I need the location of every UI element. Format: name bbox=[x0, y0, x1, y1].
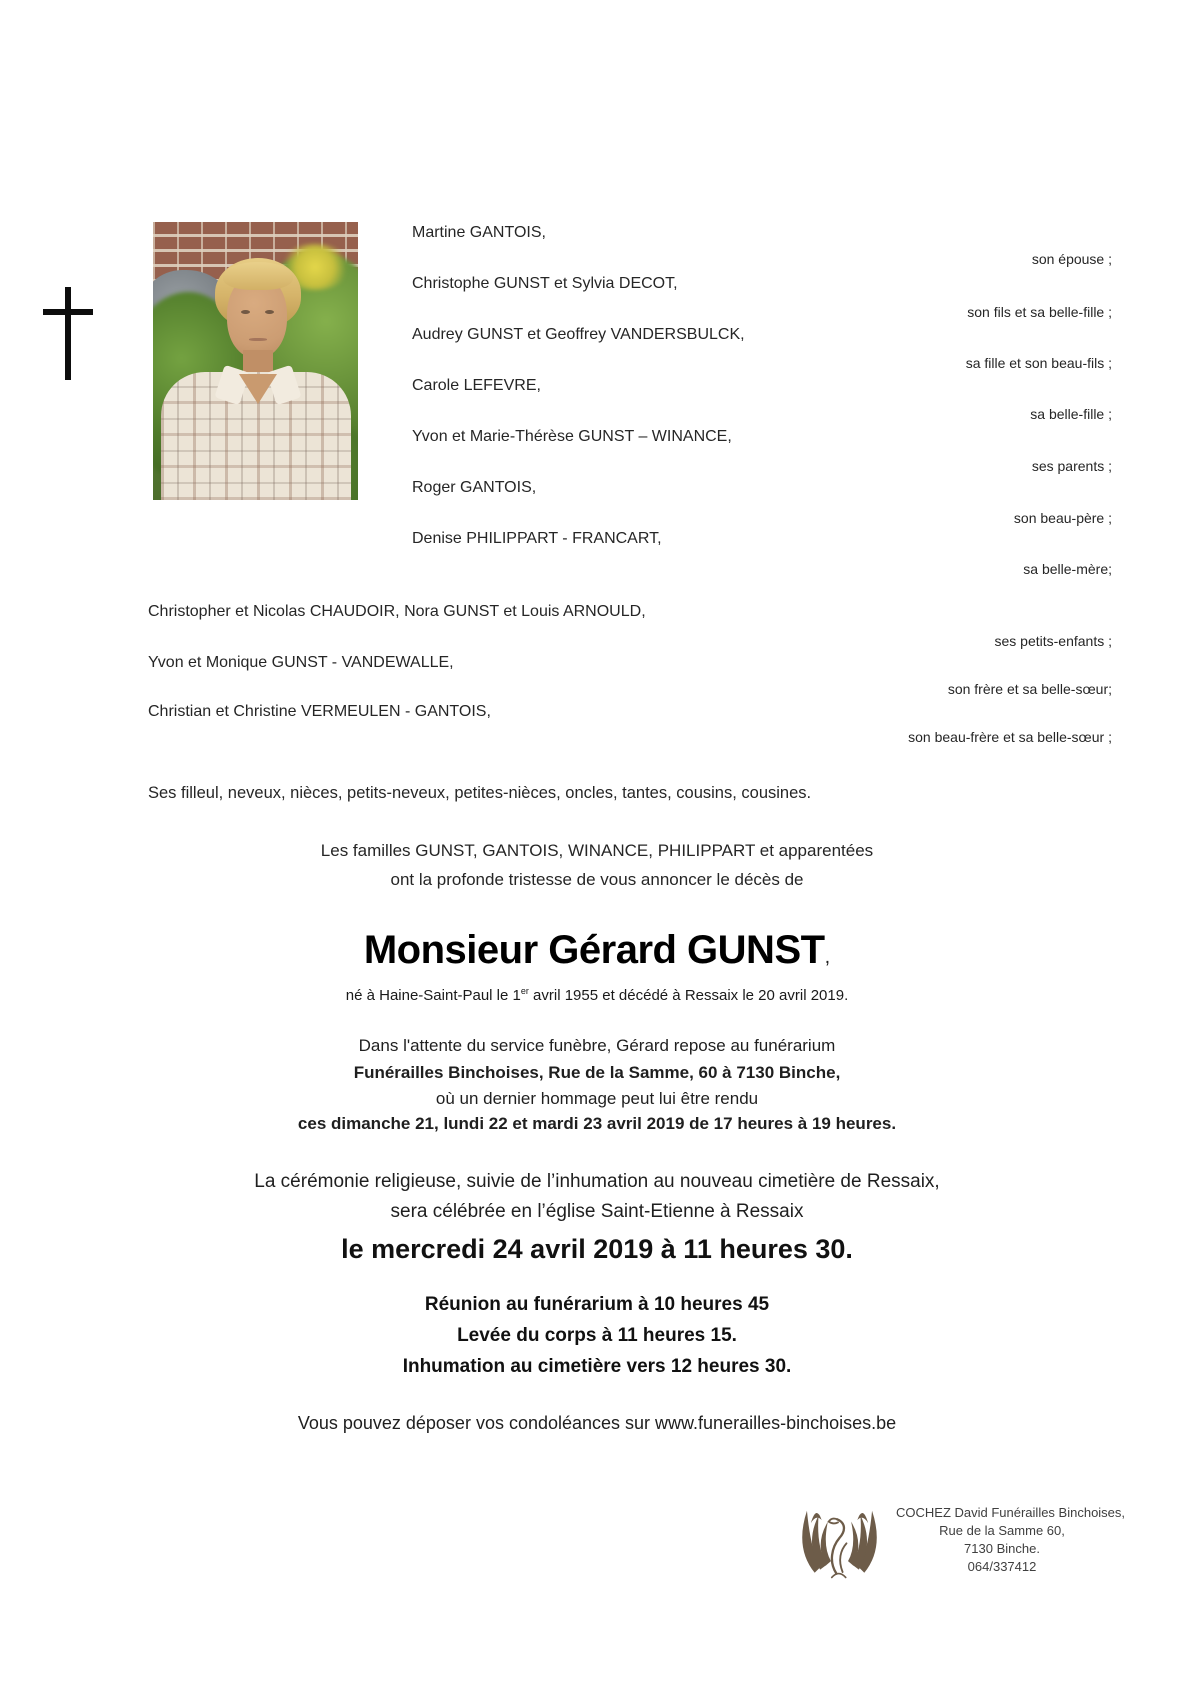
logo-right-wing bbox=[848, 1511, 877, 1573]
mourner-relation: son beau-père ; bbox=[1013, 510, 1112, 526]
mourner-name: Audrey GUNST et Geoffrey VANDERSBULCK, bbox=[412, 326, 745, 343]
funeral-home-name: COCHEZ David Funérailles Binchoises, bbox=[896, 1505, 1126, 1520]
mourner-relation: sa belle-mère; bbox=[1023, 561, 1112, 577]
memorial-cross-icon bbox=[43, 287, 93, 380]
birth-death-suffix: avril 1955 et décédé à Ressaix le 20 avril 2019. bbox=[528, 987, 849, 1004]
photo-eye bbox=[241, 310, 250, 314]
mourner-name: Christophe GUNST et Sylvia DECOT, bbox=[412, 275, 678, 292]
mourner-name: Yvon et Monique GUNST - VANDEWALLE, bbox=[148, 654, 454, 671]
cross-vertical-bar bbox=[65, 287, 71, 380]
ceremony-line: La cérémonie religieuse, suivie de l’inhumation au nouveau cimetière de Ressaix, bbox=[254, 1171, 940, 1192]
phoenix-bird-logo-svg bbox=[793, 1497, 886, 1585]
phoenix-bird-logo bbox=[793, 1497, 886, 1585]
mourner-relation: son épouse ; bbox=[1031, 251, 1112, 267]
announcement-line: ont la profonde tristesse de vous annoncer le décès de bbox=[390, 870, 804, 889]
deceased-title-row bbox=[0, 928, 1194, 973]
mourner-relation: ses parents ; bbox=[1031, 458, 1112, 474]
photo-mouth bbox=[249, 338, 267, 341]
mourner-relation: sa fille et son beau-fils ; bbox=[965, 355, 1112, 371]
photo-hair-fringe bbox=[223, 262, 293, 290]
funeral-home-city: 7130 Binche. bbox=[964, 1541, 1040, 1556]
photo-eye bbox=[265, 310, 274, 314]
schedule-line: Levée du corps à 11 heures 15. bbox=[457, 1325, 737, 1346]
deceased-name-comma: , bbox=[824, 946, 831, 968]
mourner-name: Christian et Christine VERMEULEN - GANTOIS, bbox=[148, 703, 491, 720]
ordinal-superscript: er bbox=[520, 986, 529, 996]
birth-death-line bbox=[0, 986, 1194, 1004]
logo-swan-body bbox=[829, 1519, 847, 1578]
condolences-line: Vous pouvez déposer vos condoléances sur www.funerailles-binchoises.be bbox=[297, 1413, 897, 1433]
visitation-line: où un dernier hommage peut lui être rendu bbox=[435, 1089, 759, 1108]
schedule-line: Réunion au funérarium à 10 heures 45 bbox=[424, 1294, 770, 1315]
visitation-line: Dans l'attente du service funèbre, Gérard repose au funérarium bbox=[358, 1036, 836, 1055]
deceased-name: Monsieur Gérard GUNST bbox=[363, 928, 825, 972]
funeral-home-address: Rue de la Samme 60, bbox=[939, 1523, 1065, 1538]
extended-family-line: Ses filleul, neveux, nièces, petits-neveux, petites-nièces, oncles, tantes, cousins, cousines. bbox=[148, 784, 812, 802]
deceased-portrait-photo bbox=[153, 222, 358, 500]
mourner-relation: sa belle-fille ; bbox=[1030, 406, 1112, 422]
schedule-line: Inhumation au cimetière vers 12 heures 30. bbox=[402, 1356, 792, 1377]
visitation-schedule-line: ces dimanche 21, lundi 22 et mardi 23 avril 2019 de 17 heures à 19 heures. bbox=[297, 1114, 897, 1133]
mourner-name: Roger GANTOIS, bbox=[412, 479, 537, 496]
mourner-relation: son frère et sa belle-sœur; bbox=[947, 681, 1112, 697]
families-line: Les familles GUNST, GANTOIS, WINANCE, PHILIPPART et apparentées bbox=[320, 841, 874, 860]
mourner-relation: son beau-frère et sa belle-sœur ; bbox=[908, 729, 1112, 745]
funeral-home-address-line: Funérailles Binchoises, Rue de la Samme, 60 à 7130 Binche, bbox=[353, 1063, 841, 1082]
logo-left-wing bbox=[802, 1511, 831, 1573]
mourner-name: Martine GANTOIS, bbox=[412, 224, 546, 241]
mourner-name: Yvon et Marie-Thérèse GUNST – WINANCE, bbox=[412, 428, 732, 445]
ceremony-date-line: le mercredi 24 avril 2019 à 11 heures 30. bbox=[341, 1234, 853, 1264]
mourner-relation: son fils et sa belle-fille ; bbox=[967, 304, 1112, 320]
funeral-home-contact bbox=[896, 1504, 1126, 1576]
birth-death-prefix: né à Haine-Saint-Paul le 1 bbox=[345, 987, 521, 1004]
funeral-home-phone: 064/337412 bbox=[967, 1559, 1037, 1574]
cross-horizontal-bar bbox=[43, 309, 93, 315]
mourner-relation: ses petits-enfants ; bbox=[994, 633, 1112, 649]
ceremony-line: sera célébrée en l’église Saint-Etienne à Ressaix bbox=[390, 1201, 804, 1222]
mourner-name: Carole LEFEVRE, bbox=[412, 377, 541, 394]
mourner-name: Christopher et Nicolas CHAUDOIR, Nora GUNST et Louis ARNOULD, bbox=[148, 603, 646, 620]
mourner-name: Denise PHILIPPART - FRANCART, bbox=[412, 530, 662, 547]
